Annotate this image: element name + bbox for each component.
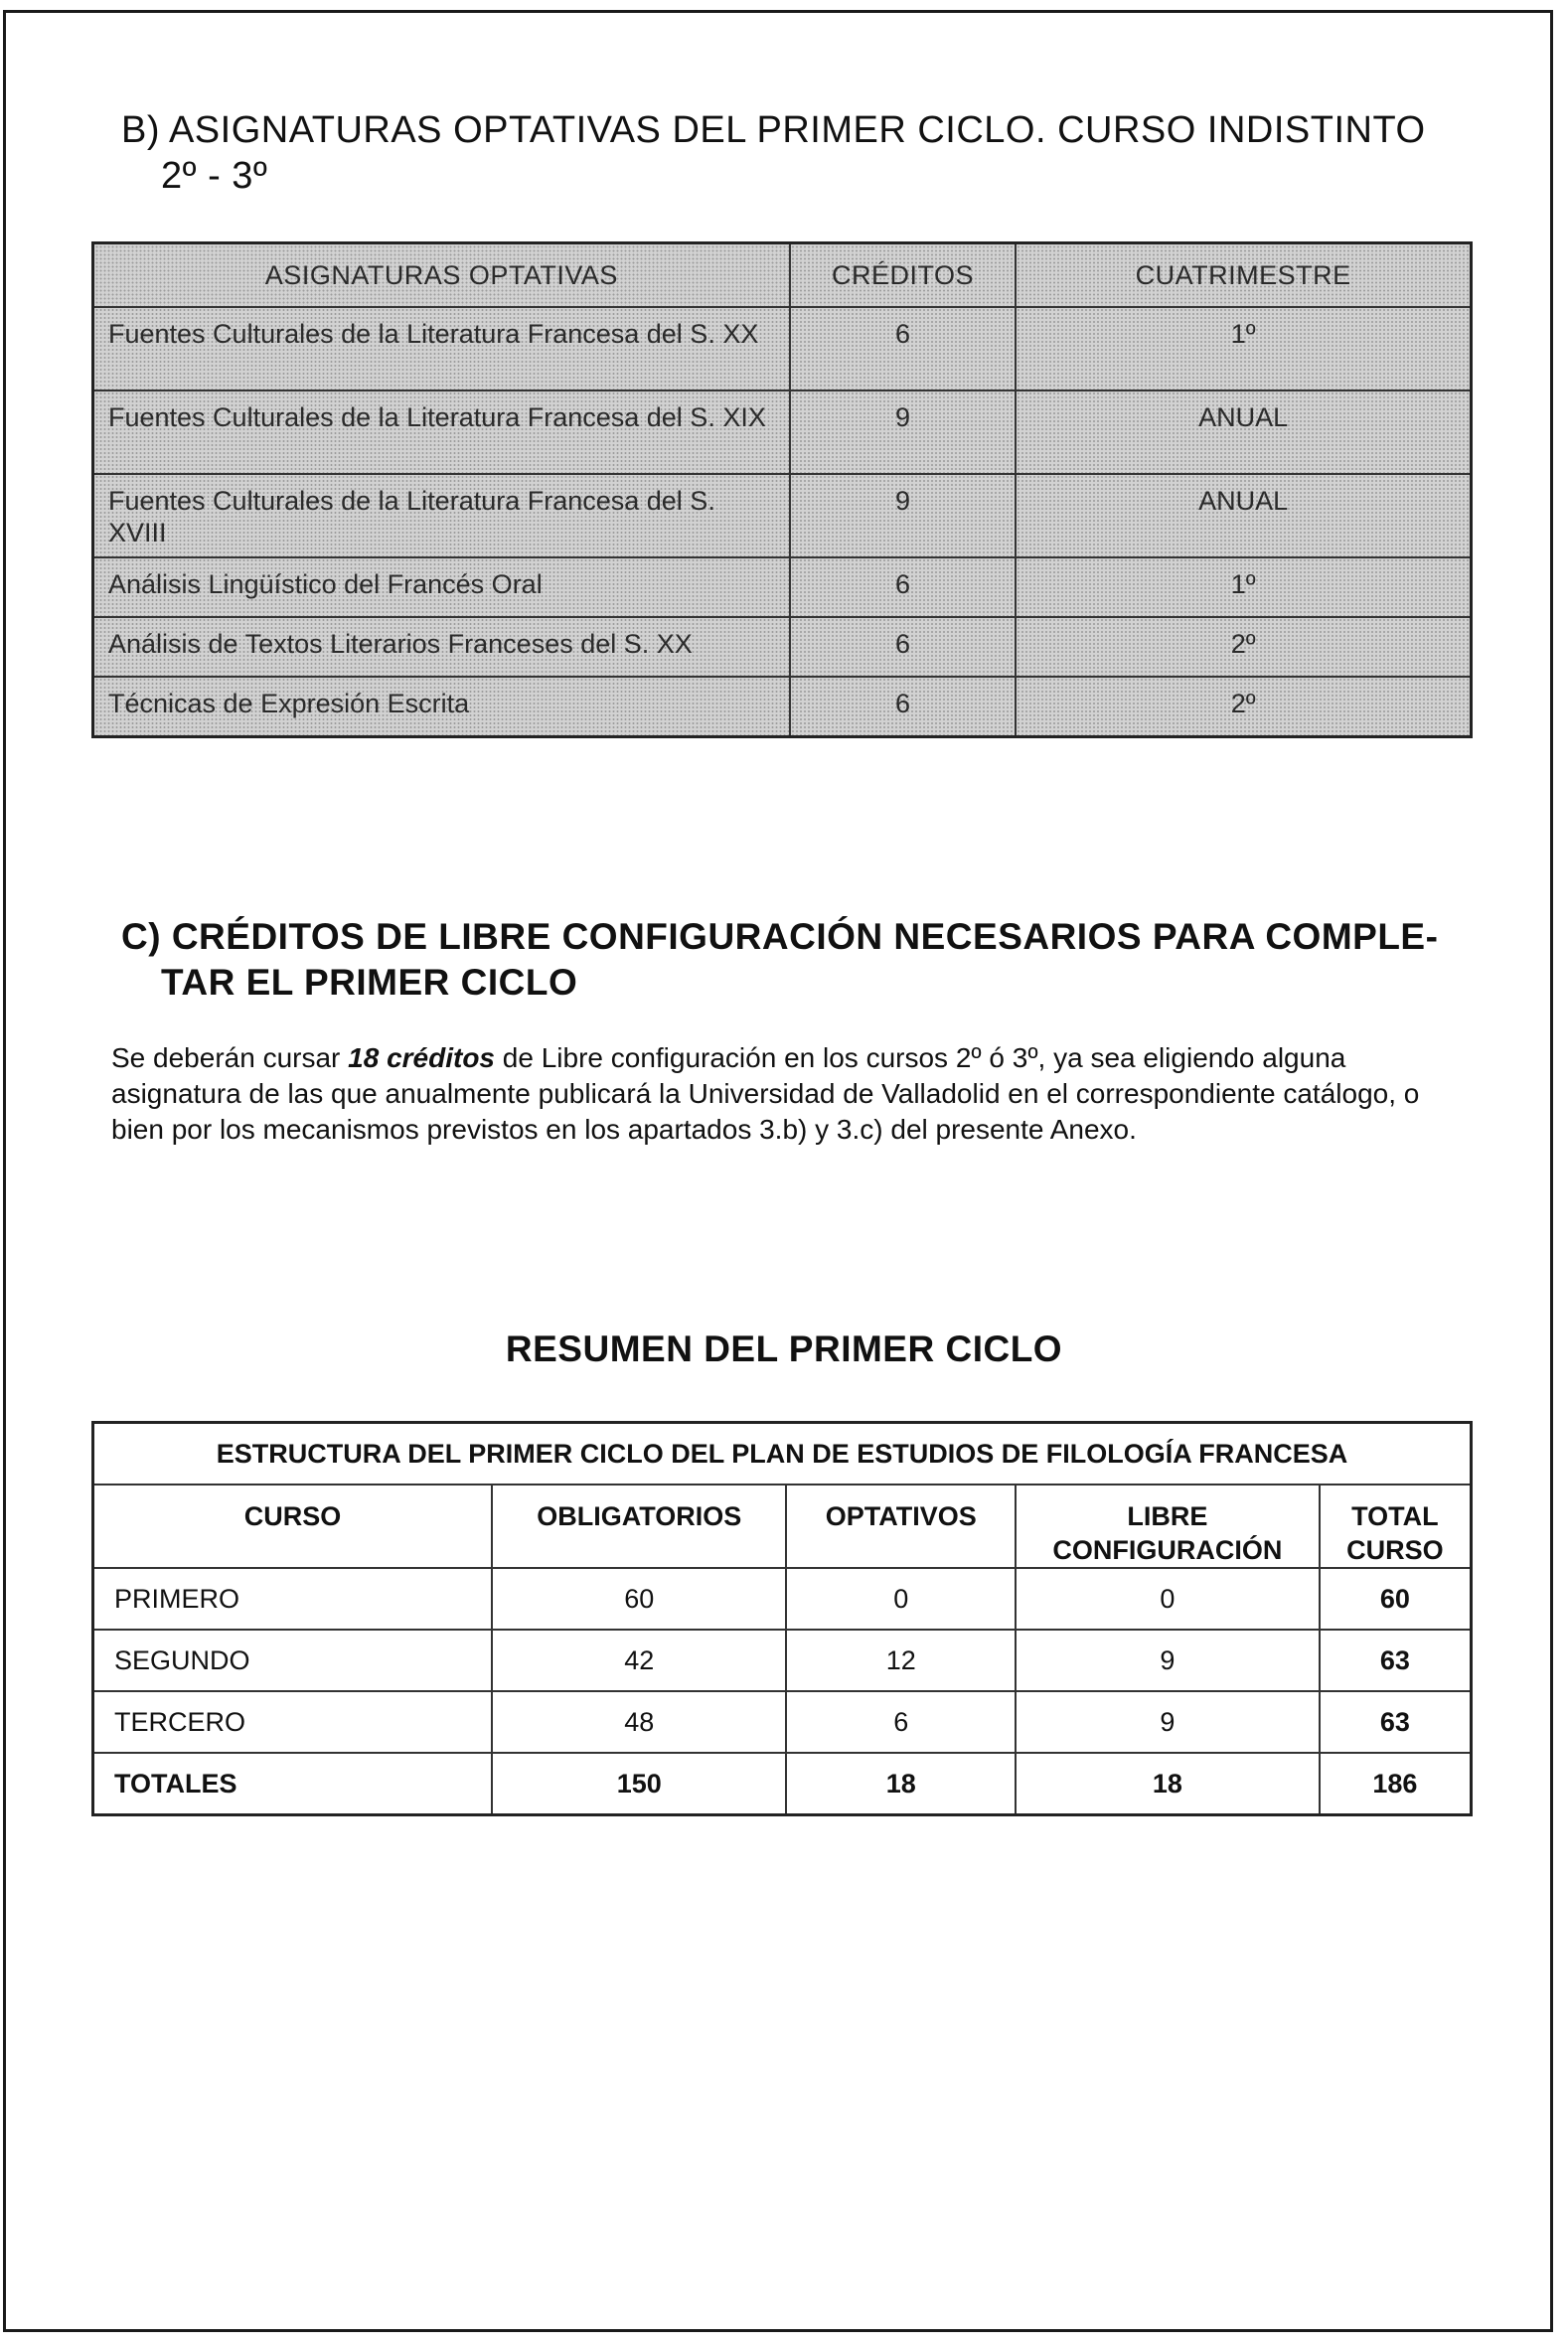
summary-table-title: ESTRUCTURA DEL PRIMER CICLO DEL PLAN DE ESTUDIOS DE FILOLOGÍA FRANCESA (93, 1423, 1472, 1486)
credits-cell: 6 (790, 557, 1017, 617)
total-cell: 63 (1320, 1630, 1472, 1691)
header-curso: CURSO (93, 1485, 492, 1568)
summary-table (91, 1421, 1473, 1816)
credits-cell: 6 (790, 307, 1017, 391)
libre-cell: 9 (1016, 1630, 1320, 1691)
term-cell: 1º (1016, 557, 1471, 617)
term-cell: 2º (1016, 617, 1471, 677)
table-row (93, 474, 1472, 557)
term-cell: ANUAL (1016, 474, 1471, 557)
header-libre: LIBRE CONFIGURACIÓN (1016, 1485, 1320, 1568)
section-b-title-line1: B) ASIGNATURAS OPTATIVAS DEL PRIMER CICLO. CURSO INDISTINTO (121, 109, 1426, 151)
section-c-title-line2: TAR EL PRIMER CICLO (161, 962, 578, 1003)
paragraph-text-start: Se deberán cursar (111, 1042, 349, 1073)
section-c-heading (121, 914, 1492, 1006)
subject-cell: Fuentes Culturales de la Literatura Francesa del S. XX (93, 307, 790, 391)
table-header-row (93, 243, 1472, 308)
total-cell: 63 (1320, 1691, 1472, 1753)
section-c-title-line1: C) CRÉDITOS DE LIBRE CONFIGURACIÓN NECESARIOS PARA COMPLE- (121, 916, 1439, 957)
obligatorios-cell: 42 (492, 1630, 787, 1691)
subject-cell: Análisis Lingüístico del Francés Oral (93, 557, 790, 617)
header-subjects: ASIGNATURAS OPTATIVAS (93, 243, 790, 308)
libre-cell: 0 (1016, 1568, 1320, 1630)
curso-cell: PRIMERO (93, 1568, 492, 1630)
curso-cell: TOTALES (93, 1753, 492, 1814)
header-term: CUATRIMESTRE (1016, 243, 1471, 308)
table-row (93, 617, 1472, 677)
credits-cell: 9 (790, 474, 1017, 557)
resumen-heading: RESUMEN DEL PRIMER CICLO (505, 1329, 1063, 1369)
libre-cell: 9 (1016, 1691, 1320, 1753)
curso-cell: TERCERO (93, 1691, 492, 1753)
optativos-cell: 6 (786, 1691, 1016, 1753)
header-total: TOTAL CURSO (1320, 1485, 1472, 1568)
table-row (93, 1568, 1472, 1630)
obligatorios-cell: 60 (492, 1568, 787, 1630)
total-cell: 186 (1320, 1753, 1472, 1814)
curso-cell: SEGUNDO (93, 1630, 492, 1691)
term-cell: 1º (1016, 307, 1471, 391)
term-cell: ANUAL (1016, 391, 1471, 474)
totals-row (93, 1753, 1472, 1814)
paragraph-text-end: de Libre configuración en los cursos 2º ó 3º, ya sea eligiendo alguna asignatura de las que anualmente publicará la Universidad de Valladolid en el correspondiente catálogo, o bien por los mecanismos previstos en los apartados 3.b) y 3.c) del presente Anexo. (111, 1042, 1420, 1145)
subject-cell: Fuentes Culturales de la Literatura Francesa del S. XVIII (93, 474, 790, 557)
section-b-title-line2: 2º - 3º (161, 155, 268, 197)
header-obligatorios: OBLIGATORIOS (492, 1485, 787, 1568)
table-row (93, 1691, 1472, 1753)
optativos-cell: 12 (786, 1630, 1016, 1691)
paragraph-emphasis: 18 créditos (348, 1042, 495, 1073)
summary-header-row (93, 1485, 1472, 1568)
credits-cell: 6 (790, 677, 1017, 736)
table-row (93, 557, 1472, 617)
libre-configuracion-paragraph (111, 1040, 1458, 1148)
credits-cell: 9 (790, 391, 1017, 474)
summary-title-row (93, 1423, 1472, 1486)
section-b-heading (121, 107, 1492, 199)
header-credits: CRÉDITOS (790, 243, 1017, 308)
libre-cell: 18 (1016, 1753, 1320, 1814)
header-optativos: OPTATIVOS (786, 1485, 1016, 1568)
optativos-cell: 0 (786, 1568, 1016, 1630)
optativos-cell: 18 (786, 1753, 1016, 1814)
table-row (93, 1630, 1472, 1691)
subject-cell: Análisis de Textos Literarios Franceses del S. XX (93, 617, 790, 677)
table-row (93, 307, 1472, 391)
subject-cell: Técnicas de Expresión Escrita (93, 677, 790, 736)
subject-cell: Fuentes Culturales de la Literatura Francesa del S. XIX (93, 391, 790, 474)
table-row (93, 391, 1472, 474)
obligatorios-cell: 48 (492, 1691, 787, 1753)
table-row (93, 677, 1472, 736)
optional-subjects-table (91, 241, 1473, 738)
term-cell: 2º (1016, 677, 1471, 736)
obligatorios-cell: 150 (492, 1753, 787, 1814)
credits-cell: 6 (790, 617, 1017, 677)
total-cell: 60 (1320, 1568, 1472, 1630)
